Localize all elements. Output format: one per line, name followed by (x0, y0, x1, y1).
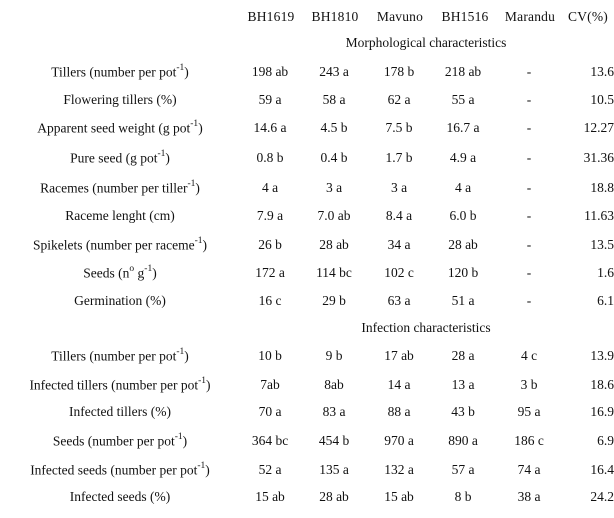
row-label-superscript: -1 (176, 347, 185, 357)
table-cell-bh1810: 0.4 b (320, 150, 348, 165)
column-header-bh1810: BH1810 (311, 9, 359, 24)
table-cell-bh1516: 57 a (451, 462, 475, 477)
row-label-text-tail: ) (202, 237, 207, 253)
table-cell-bh1810: 3 a (325, 180, 343, 195)
table-cell-mavuno: 3 a (390, 180, 408, 195)
table-cell-bh1619: 7.9 a (256, 208, 284, 223)
table-cell-bh1516: 16.7 a (446, 120, 480, 135)
row-label-superscript: o (129, 264, 135, 274)
row-label-text-tail: ) (182, 433, 188, 449)
row-label (0, 64, 240, 81)
row-label-text: Flowering tillers (%) (63, 92, 177, 107)
row-label-superscript: -1 (197, 461, 206, 471)
table-cell-marandu: 95 a (517, 404, 541, 419)
row-label-superscript: -1 (174, 432, 183, 442)
table-cell-mavuno: 1.7 b (385, 150, 413, 165)
row-label-text: Tillers (number per pot (51, 348, 177, 364)
table-cell-marandu: 74 a (517, 462, 541, 477)
table-cell-bh1619: 7ab (260, 377, 280, 392)
table-row (0, 148, 614, 172)
table-cell-cv: 13.5 (590, 237, 614, 252)
table-cell-bh1516: 890 a (448, 433, 478, 448)
row-label-text-tail: ) (184, 64, 189, 80)
table-cell-bh1810: 9 b (325, 348, 343, 363)
row-label (0, 180, 240, 197)
table-row (0, 62, 614, 86)
row-label (0, 293, 240, 309)
row-label-text: Tillers (number per pot (51, 64, 177, 80)
table-cell-cv: 6.9 (597, 433, 614, 448)
table-cell-marandu: - (526, 64, 532, 79)
table-cell-bh1516: 120 b (447, 265, 479, 280)
table-row (0, 291, 614, 315)
table-cell-bh1619: 364 bc (251, 433, 289, 448)
column-header-bh1619: BH1619 (247, 9, 295, 24)
section-title-infection: Infection characteristics (361, 320, 491, 335)
column-header-bh1516: BH1516 (441, 9, 489, 24)
row-label-text: Spikelets (number per raceme (33, 237, 195, 253)
table-cell-bh1516: 6.0 b (449, 208, 477, 223)
row-label-text: Infected tillers (number per pot (29, 377, 199, 393)
table-cell-marandu: - (526, 180, 532, 195)
table-cell-bh1516: 28 ab (448, 237, 478, 252)
table-cell-cv: 10.5 (590, 92, 614, 107)
table-row (0, 487, 614, 511)
table-cell-marandu: - (526, 150, 532, 165)
table-cell-bh1619: 0.8 b (256, 150, 284, 165)
column-header-marandu: Marandu (504, 9, 556, 24)
table-cell-bh1810: 28 ab (319, 237, 349, 252)
column-header-row (240, 9, 612, 29)
table-cell-bh1619: 198 ab (251, 64, 289, 79)
table-cell-marandu: 3 b (520, 377, 538, 392)
table-cell-mavuno: 88 a (387, 404, 411, 419)
row-label (0, 377, 240, 394)
row-label (0, 120, 240, 137)
table-cell-marandu: - (526, 293, 532, 308)
table-cell-marandu: 38 a (517, 489, 541, 504)
table-cell-marandu: - (526, 92, 532, 107)
table-cell-bh1810: 114 bc (316, 265, 352, 280)
table-row (0, 431, 614, 455)
table-cell-bh1810: 135 a (319, 462, 349, 477)
row-label-superscript: -1 (157, 149, 166, 159)
table-row (0, 90, 614, 114)
row-label (0, 208, 240, 224)
table-cell-bh1619: 15 ab (255, 489, 285, 504)
table-cell-bh1810: 83 a (322, 404, 346, 419)
table-cell-cv: 18.6 (590, 377, 614, 392)
table-cell-bh1516: 8 b (454, 489, 472, 504)
table-cell-marandu: - (526, 265, 532, 280)
table-cell-cv: 11.63 (584, 208, 614, 223)
row-label-superscript: -1 (176, 63, 185, 73)
row-label-text: Infected tillers (%) (69, 404, 171, 419)
row-label-text-mid: g (134, 265, 145, 281)
table-cell-cv: 31.36 (583, 150, 614, 165)
table-cell-bh1619: 172 a (255, 265, 285, 280)
table-cell-bh1516: 55 a (451, 92, 475, 107)
table-cell-bh1619: 4 a (261, 180, 279, 195)
row-label-superscript: -1 (190, 119, 199, 129)
table-cell-marandu: 4 c (520, 348, 538, 363)
row-label-text: Infected seeds (%) (69, 489, 171, 504)
table-cell-mavuno: 970 a (384, 433, 414, 448)
table-cell-bh1516: 28 a (451, 348, 475, 363)
column-header-cv: CV(%) (568, 9, 608, 24)
row-label-text: Raceme lenght (cm) (65, 208, 175, 223)
row-label-text: Racemes (number per tiller (40, 180, 188, 196)
row-label-text-tail: ) (206, 377, 211, 393)
table-cell-bh1810: 243 a (319, 64, 349, 79)
row-label (0, 265, 240, 282)
table-cell-marandu: 186 c (514, 433, 544, 448)
row-label-text-tail: ) (195, 180, 200, 196)
table-cell-bh1516: 4 a (454, 180, 472, 195)
row-label (0, 433, 240, 450)
row-label-text-tail: ) (198, 120, 203, 136)
table-row (0, 460, 614, 484)
table-cell-bh1619: 70 a (258, 404, 282, 419)
table-cell-bh1516: 13 a (451, 377, 475, 392)
column-header-mavuno: Mavuno (376, 9, 424, 24)
row-label (0, 348, 240, 365)
row-label-text: Infected seeds (number per pot (30, 462, 198, 478)
table-cell-bh1810: 28 ab (319, 489, 349, 504)
table-cell-bh1516: 43 b (451, 404, 475, 419)
table-row (0, 346, 614, 370)
table-cell-mavuno: 132 a (384, 462, 414, 477)
row-label-text-tail: ) (184, 348, 189, 364)
table-cell-cv: 6.1 (597, 293, 614, 308)
table-cell-mavuno: 8.4 a (385, 208, 413, 223)
table-cell-cv: 13.6 (590, 64, 614, 79)
row-label (0, 150, 240, 167)
table-cell-mavuno: 178 b (383, 64, 415, 79)
table-cell-cv: 16.4 (590, 462, 614, 477)
table-cell-mavuno: 17 ab (384, 348, 414, 363)
table-cell-bh1516: 4.9 a (449, 150, 477, 165)
row-label-text: Apparent seed weight (g pot (37, 120, 191, 136)
row-label-superscript: -1 (194, 236, 203, 246)
table-row (0, 178, 614, 202)
table-row (0, 263, 614, 287)
table-cell-bh1619: 26 b (258, 237, 282, 252)
table-cell-marandu: - (526, 120, 532, 135)
table-cell-bh1810: 8ab (324, 377, 344, 392)
row-label-text: Seeds (number per pot (52, 433, 175, 449)
table-cell-bh1619: 59 a (258, 92, 282, 107)
row-label-superscript: -1 (187, 179, 196, 189)
row-label-text: Seeds (n (83, 265, 130, 281)
row-label-text: Pure seed (g pot (70, 150, 158, 166)
table-cell-bh1619: 52 a (258, 462, 282, 477)
table-cell-mavuno: 63 a (387, 293, 411, 308)
table-cell-mavuno: 14 a (387, 377, 411, 392)
table-cell-mavuno: 15 ab (384, 489, 414, 504)
row-label-superscript: -1 (198, 376, 207, 386)
row-label-text-tail: ) (165, 150, 170, 166)
table-cell-bh1516: 218 ab (444, 64, 482, 79)
row-label (0, 237, 240, 254)
table-cell-marandu: - (526, 237, 532, 252)
table-row (0, 375, 614, 399)
table-cell-bh1619: 14.6 a (253, 120, 287, 135)
table-row (0, 235, 614, 259)
row-label (0, 92, 240, 108)
table-cell-mavuno: 7.5 b (385, 120, 413, 135)
table-cell-bh1619: 10 b (258, 348, 282, 363)
table-cell-cv: 13.9 (590, 348, 614, 363)
table-cell-bh1516: 51 a (451, 293, 475, 308)
table-cell-bh1810: 58 a (322, 92, 346, 107)
table-cell-cv: 16.9 (590, 404, 614, 419)
table-cell-cv: 12.27 (583, 120, 614, 135)
table-row (0, 402, 614, 426)
table-cell-cv: 1.6 (597, 265, 614, 280)
row-label (0, 404, 240, 420)
table-row (0, 206, 614, 230)
row-label-superscript-2: -1 (144, 264, 153, 274)
table-cell-mavuno: 62 a (387, 92, 411, 107)
table-cell-bh1810: 4.5 b (320, 120, 348, 135)
row-label-text-tail: ) (205, 462, 210, 478)
section-title-morphological: Morphological characteristics (345, 35, 507, 50)
table-cell-bh1810: 454 b (318, 433, 350, 448)
table-cell-cv: 24.2 (590, 489, 614, 504)
table-cell-bh1810: 29 b (322, 293, 346, 308)
table-cell-marandu: - (526, 208, 532, 223)
table-cell-mavuno: 102 c (384, 265, 414, 280)
row-label (0, 462, 240, 479)
table-cell-bh1810: 7.0 ab (317, 208, 351, 223)
row-label-text: Germination (%) (74, 293, 166, 308)
table-row (0, 118, 614, 142)
table-cell-mavuno: 34 a (387, 237, 411, 252)
row-label (0, 489, 240, 505)
row-label-text-tail: ) (152, 265, 157, 281)
table-cell-cv: 18.8 (590, 180, 614, 195)
table-cell-bh1619: 16 c (258, 293, 282, 308)
